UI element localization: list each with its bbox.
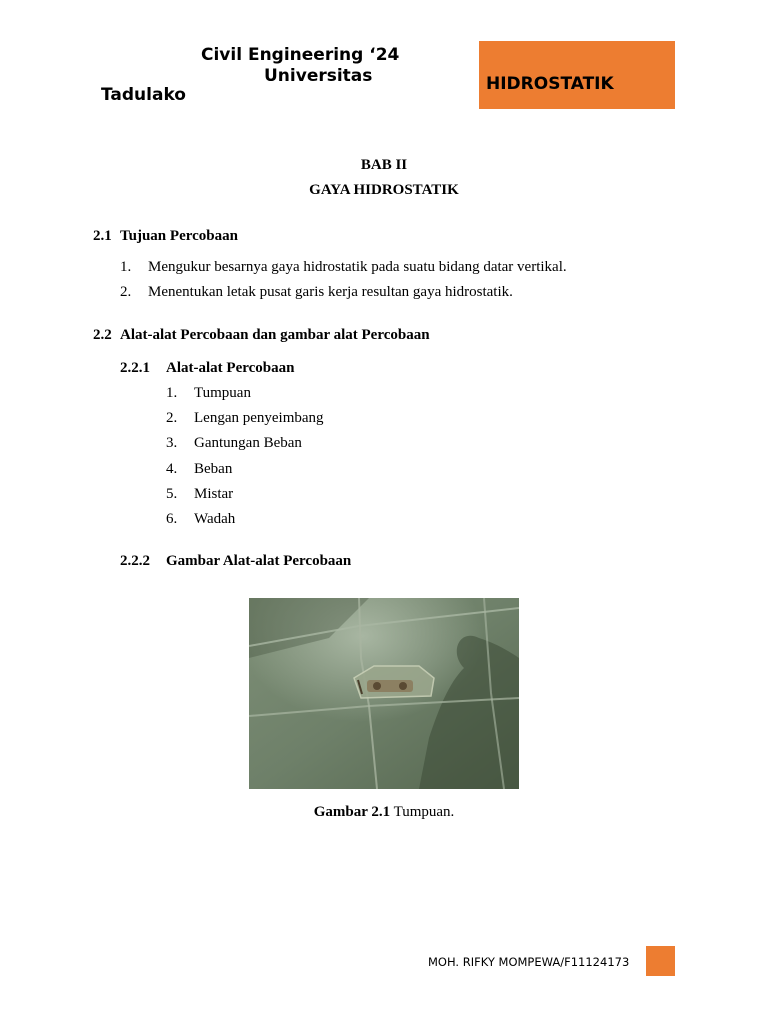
tool-item-5-text: Mistar [194,486,234,502]
chapter-title: GAYA HIDROSTATIK [309,182,459,198]
subsection-2-2-1-title: Alat-alat Percobaan [166,360,295,376]
tool-item-4-number: 4. [166,461,178,477]
figure-caption [0,804,768,821]
tool-item-4-text: Beban [194,461,233,477]
tool-item-5-number: 5. [166,486,178,502]
tool-item-2-number: 2. [166,410,178,426]
objective-item-1-number: 1. [120,259,132,275]
tool-item-3-number: 3. [166,435,178,451]
figure-label: Gambar 2.1 [313,804,391,820]
figure-caption-text: Tumpuan. [390,804,455,820]
section-2-1-title: Tujuan Percobaan [120,228,238,244]
header-badge [479,41,675,109]
subsection-2-2-1-number: 2.2.1 [120,360,150,376]
objective-item-2-text: Menentukan letak pusat garis kerja resultan gaya hidrostatik. [148,284,513,300]
header-line-2: Universitas [264,66,373,86]
chapter-label: BAB II [360,157,408,173]
tool-item-1-number: 1. [166,385,178,401]
tumpuan-photo-drawing [249,598,519,789]
section-2-1-number: 2.1 [93,228,112,244]
tool-item-1-text: Tumpuan [194,385,251,401]
footer-accent-box [646,946,675,976]
header-line-1: Civil Engineering ‘24 [201,45,400,65]
tool-item-3-text: Gantungan Beban [194,435,302,451]
subsection-2-2-2-number: 2.2.2 [120,553,150,569]
tumpuan-photo [249,598,519,789]
tool-item-6-text: Wadah [194,511,236,527]
tool-item-6-number: 6. [166,511,178,527]
objective-item-2-number: 2. [120,284,132,300]
header-badge-label: HIDROSTATIK [486,74,614,94]
section-2-2-number: 2.2 [93,327,112,343]
footer-author: MOH. RIFKY MOMPEWA/F11124173 [428,955,630,969]
objective-item-1-text: Mengukur besarnya gaya hidrostatik pada suatu bidang datar vertikal. [148,259,567,275]
header-line-3: Tadulako [101,85,186,105]
section-2-2-title: Alat-alat Percobaan dan gambar alat Percobaan [120,327,430,343]
tool-item-2-text: Lengan penyeimbang [194,410,324,426]
subsection-2-2-2-title: Gambar Alat-alat Percobaan [166,553,352,569]
